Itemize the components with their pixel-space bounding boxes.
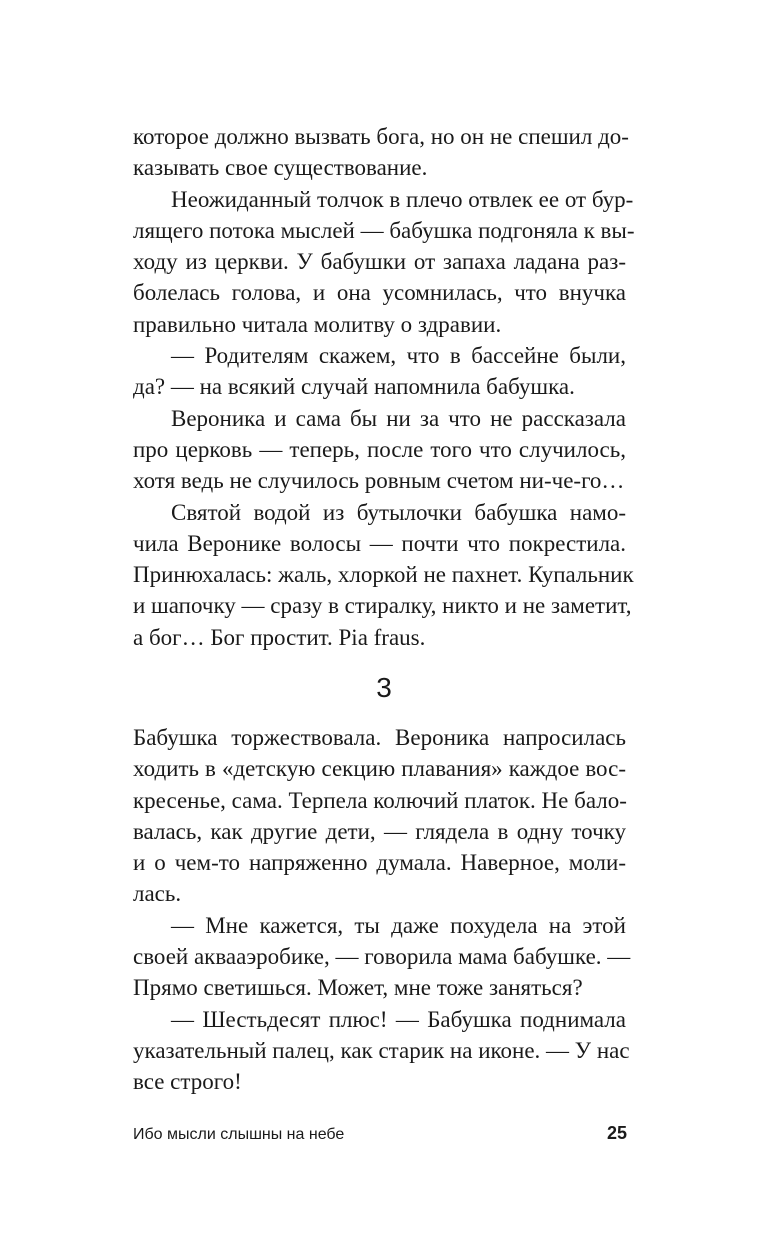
text-line: Вероника и сама бы ни за что не рассказала bbox=[171, 405, 626, 431]
text-line: про церковь — теперь, после того что случилось, bbox=[133, 436, 626, 462]
text-line: Прямо светишься. Может, мне тоже заняться? bbox=[133, 975, 583, 1001]
body-text-before-chapter bbox=[133, 121, 635, 653]
text-line: Принюхалась: жаль, хлоркой не пахнет. Купальник bbox=[133, 562, 634, 588]
text-line: а бог… Бог простит. Pia fraus. bbox=[133, 624, 426, 650]
text-line: Бабушка торжествовала. Вероника напросилась bbox=[133, 725, 626, 750]
text-line: хотя ведь не случилось ровным счетом ни-че-го… bbox=[133, 468, 625, 494]
text-line: Святой водой из бутылочки бабушка намо- bbox=[171, 499, 626, 525]
text-line: Неожиданный толчок в плечо отвлек ее от бур- bbox=[171, 186, 634, 212]
page-number: 25 bbox=[606, 1123, 627, 1143]
text-line: своей аквааэробике, — говорила мама бабушке. — bbox=[133, 944, 631, 970]
text-line: все строго! bbox=[133, 1069, 242, 1095]
text-line: казывать свое существование. bbox=[133, 155, 428, 181]
text-line: — Мне кажется, ты даже похудела на этой bbox=[171, 912, 626, 938]
text-line: правильно читала молитву о здравии. bbox=[133, 311, 502, 337]
text-line: да? — на всякий случай напомнила бабушка. bbox=[133, 374, 575, 400]
text-line: и о чем-то напряженно думала. Наверное, моли- bbox=[133, 850, 626, 876]
body-text-after-chapter bbox=[133, 722, 631, 1098]
chapter-number: 3 bbox=[376, 672, 392, 703]
text-line: лась. bbox=[133, 881, 182, 907]
text-line: ходить в «детскую секцию плавания» каждое вос- bbox=[133, 756, 626, 782]
text-line: валась, как другие дети, — глядела в одну точку bbox=[133, 818, 626, 844]
text-line: кресенье, сама. Терпела колючий платок. Не бало- bbox=[133, 787, 627, 813]
text-line: ходу из церкви. У бабушки от запаха ладана раз- bbox=[133, 249, 626, 275]
text-line: и шапочку — сразу в стиралку, никто и не заметит, bbox=[133, 593, 632, 619]
text-line: — Родителям скажем, что в бассейне были, bbox=[171, 343, 626, 369]
running-title: Ибо мысли слышны на небе bbox=[133, 1126, 345, 1143]
text-line: лящего потока мыслей — бабушка подгоняла к вы- bbox=[133, 217, 635, 243]
text-line: — Шестьдесят плюс! — Бабушка поднимала bbox=[171, 1006, 626, 1032]
text-line: болелась голова, и она усомнилась, что внучка bbox=[133, 280, 626, 306]
text-line: которое должно вызвать бога, но он не спешил до- bbox=[133, 124, 629, 149]
text-line: указательный палец, как старик на иконе. — У нас bbox=[133, 1037, 630, 1063]
text-line: чила Веронике волосы — почти что покрестила. bbox=[133, 530, 626, 556]
